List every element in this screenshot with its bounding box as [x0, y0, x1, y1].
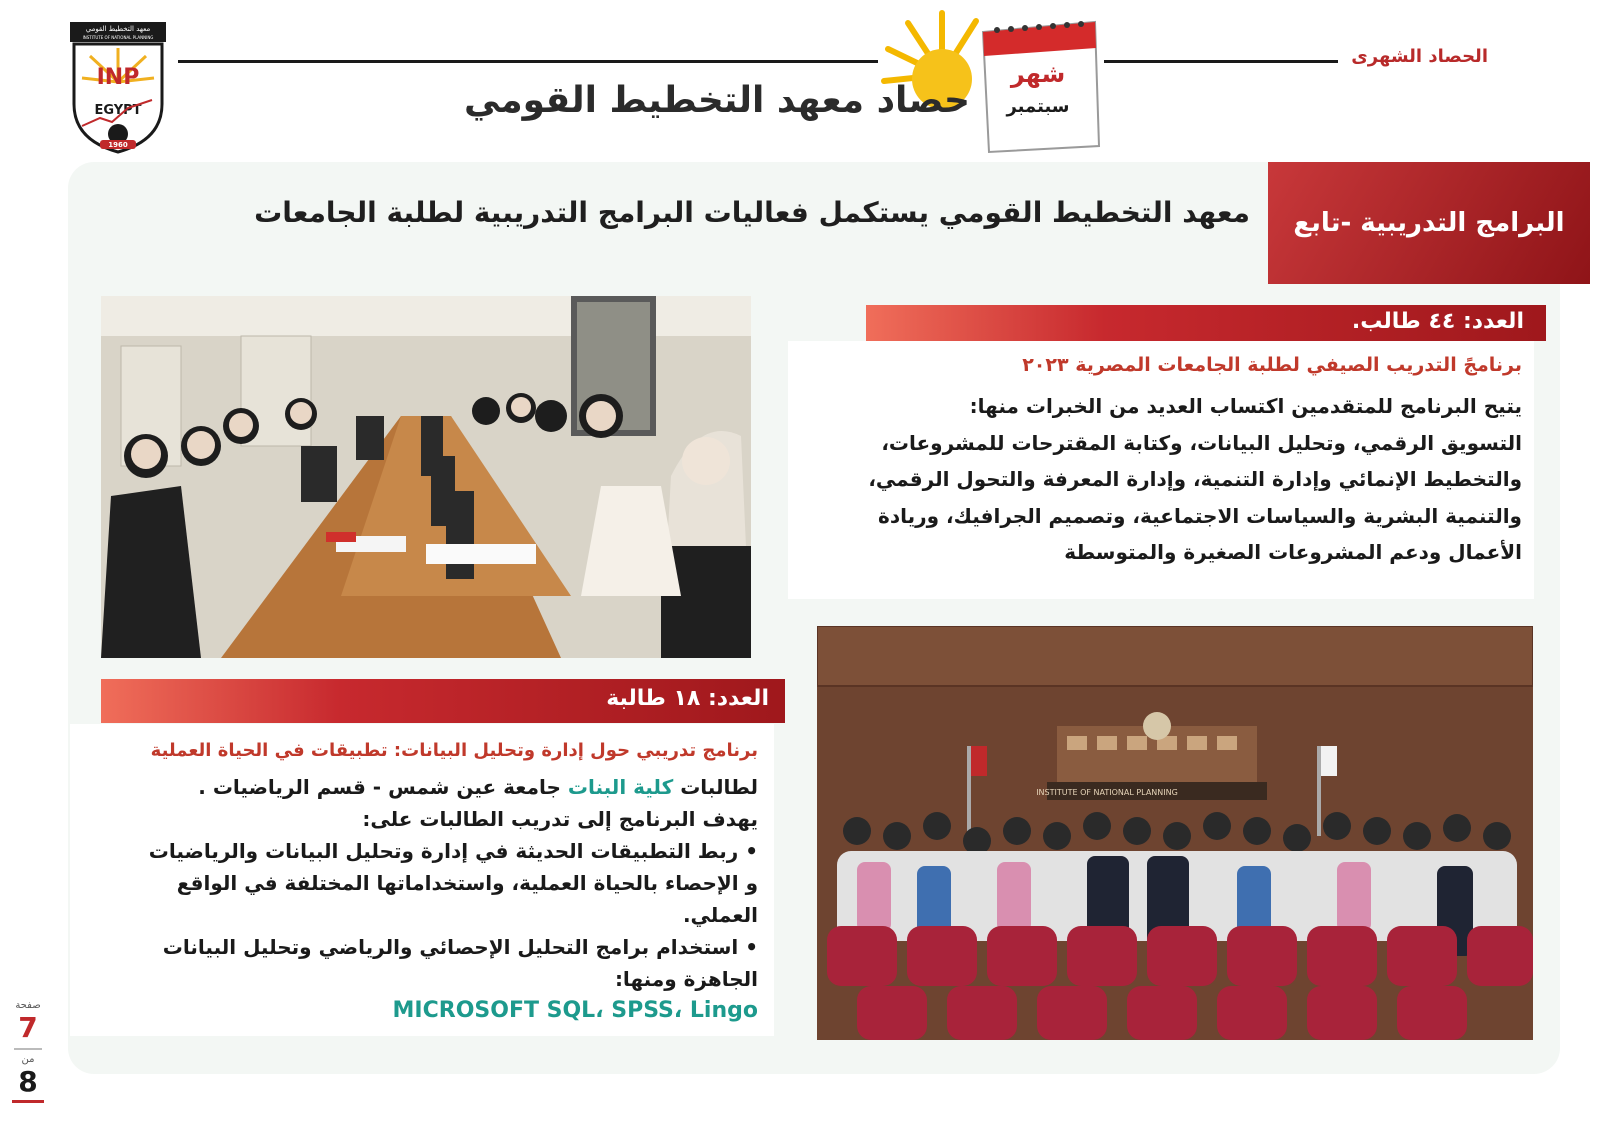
main-title: حصاد معهد التخطيط القومي — [463, 80, 970, 121]
photo-computer-lab — [101, 296, 751, 658]
program2-body — [80, 771, 758, 995]
logo-country: EGYPT — [94, 103, 142, 118]
header-rule-left — [178, 60, 878, 63]
program1-line: الأعمال ودعم المشروعات الصغيرة والمتوسطة — [1064, 540, 1522, 564]
article-headline: معهد التخطيط القومي يستكمل فعاليات البرامج التدريبية لطلبة الجامعات — [254, 196, 1250, 229]
program2-title: برنامج تدريبي حول إدارة وتحليل البيانات: تطبيقات في الحياة العملية — [150, 740, 758, 761]
calendar-month-word: شهر — [1010, 60, 1066, 88]
count-bar-students-18: العدد: ١٨ طالبة — [101, 679, 785, 723]
program1-line: والتخطيط الإنمائي وإدارة التنمية، وإدارة المعرفة والتحول الرقمي، — [868, 467, 1522, 491]
current-page-number: 7 — [18, 1011, 38, 1044]
logo-subtitle: INSTITUTE OF NATIONAL PLANNING — [82, 35, 154, 40]
section-badge: البرامج التدريبية -تابع — [1268, 162, 1590, 284]
count-bar-students-44: العدد: ٤٤ طالب. — [866, 305, 1546, 341]
audience-suffix: جامعة عين شمس - قسم الرياضيات . — [198, 775, 561, 799]
program1-line: التسويق الرقمي، وتحليل البيانات، وكتابة المقترحات للمشروعات، — [881, 430, 1522, 455]
program2-line: • ربط التطبيقات الحديثة في إدارة وتحليل البيانات والرياضيات — [148, 839, 758, 863]
program2-line: يهدف البرنامج إلى تدريب الطالبات على: — [362, 807, 758, 831]
program1-body — [796, 388, 1522, 571]
calendar-month-name: سبتمبر — [1006, 96, 1070, 117]
monthly-harvest-label: الحصاد الشهرى — [1351, 46, 1488, 67]
page-divider — [14, 1048, 42, 1050]
page-indicator — [12, 1000, 44, 1146]
hall-banner-text: INSTITUTE OF NATIONAL PLANNING — [1036, 788, 1178, 797]
calendar-icon — [975, 18, 1103, 158]
college-name: كلية البنات — [567, 775, 674, 799]
photo-group-hall — [817, 626, 1533, 1040]
program1-title: برنامجً التدريب الصيفي لطلبة الجامعات المصرية ٢٠٢٣ — [1022, 354, 1522, 376]
logo-year: 1960 — [108, 141, 128, 149]
program2-line: الجاهزة ومنها: — [614, 967, 758, 991]
inp-logo — [70, 22, 166, 154]
logo-top-text: معهد التخطيط القومي — [85, 25, 151, 33]
program2-line: العملي. — [682, 903, 758, 927]
program2-audience-line — [80, 771, 758, 803]
total-pages-number: 8 — [18, 1065, 38, 1098]
audience-prefix: لطالبات — [680, 775, 758, 799]
program2-line: • استخدام برامج التحليل الإحصائي والرياضي وتحليل البيانات — [162, 935, 758, 959]
page-label: صفحة — [15, 1000, 41, 1011]
program1-line: يتيح البرنامج للمتقدمين اكتساب العديد من الخبرات منها: — [969, 394, 1522, 418]
program1-line: والتنمية البشرية والسياسات الاجتماعية، وتصميم الجرافيك، وريادة — [878, 503, 1522, 528]
software-list: MICROSOFT SQL، SPSS، Lingo — [392, 998, 758, 1023]
of-label: من — [21, 1054, 35, 1065]
program2-line: و الإحصاء بالحياة العملية، واستخداماتها المختلفة في الواقع — [176, 871, 758, 895]
logo-acronym: INP — [96, 65, 140, 90]
page-underline — [12, 1100, 44, 1103]
